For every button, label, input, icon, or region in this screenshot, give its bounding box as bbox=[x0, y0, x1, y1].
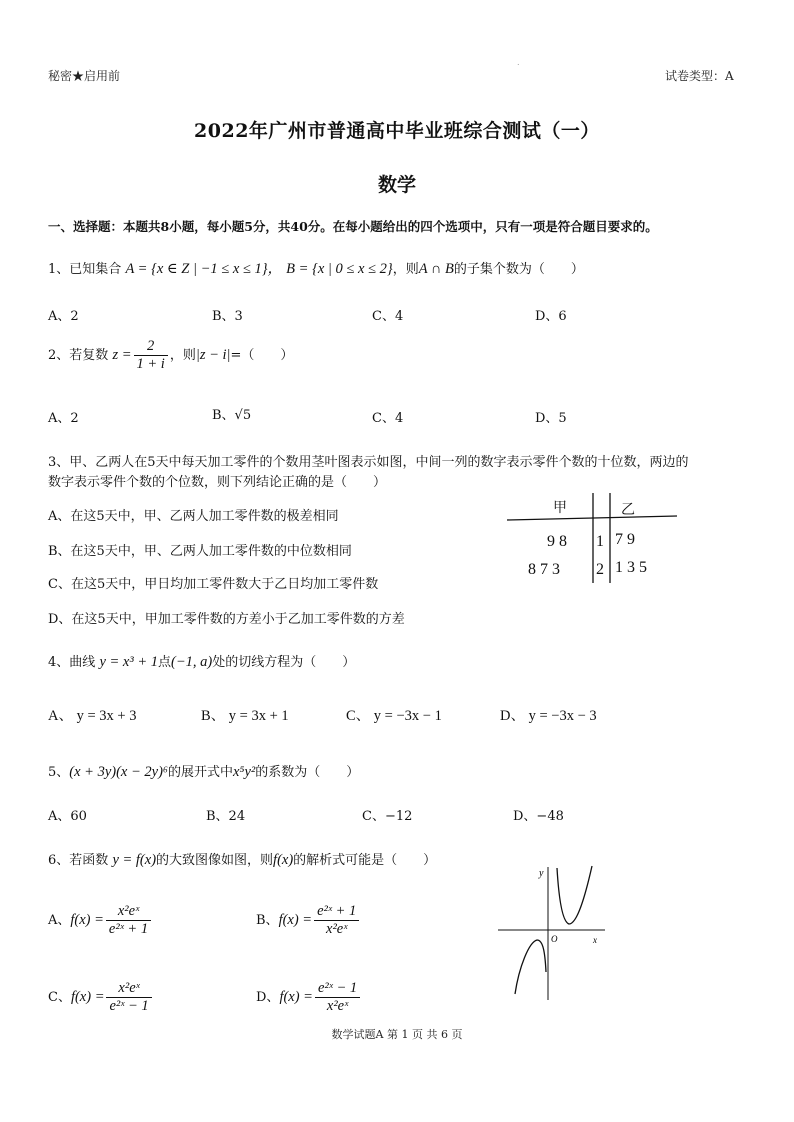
q2-option-b: B、√5 bbox=[212, 408, 252, 423]
q5-option-c: C、−12 bbox=[362, 809, 413, 824]
stem-right-label: 乙 bbox=[621, 503, 635, 518]
question-6: 6、若函数 y = f(x)的大致图像如图，则f(x)的解析式可能是（ ） bbox=[48, 852, 437, 868]
q6-a-fraction: $\frac{\text{x²eˣ}}{\text{e²ˣ + 1}}$ bbox=[106, 903, 151, 938]
confidential-label: 秘密★启用前 bbox=[48, 69, 121, 83]
q6-option-b: B、f(x) = $\frac{\text{e²ˣ + 1}}{\text{x²eˣ}}$ bbox=[256, 903, 361, 938]
stem-leaf-header-line bbox=[507, 516, 677, 520]
abs-expr: |z − i| bbox=[195, 347, 231, 363]
set-a: A = {x ∈ Z | −1 ≤ x ≤ 1}， bbox=[125, 261, 283, 277]
subject-title: 数学 bbox=[377, 174, 416, 196]
q6-option-d: D、f(x) = $\frac{\text{e²ˣ − 1}}{\text{x²eˣ}}$ bbox=[256, 980, 362, 1015]
stem-row2-stem: 2 bbox=[596, 561, 604, 578]
q4-option-b: B、 y = 3x + 1 bbox=[201, 708, 289, 724]
curve-expr: y = x³ + 1 bbox=[99, 654, 158, 670]
q3-option-c: C、在这5天中，甲日均加工零件数大于乙日均加工零件数 bbox=[48, 577, 379, 592]
q1-option-d: D、6 bbox=[535, 309, 567, 324]
q1-option-a: A、2 bbox=[48, 309, 79, 324]
q2-option-a: A、2 bbox=[48, 411, 79, 426]
exam-title: 2022年广州市普通高中毕业班综合测试（一） bbox=[194, 120, 600, 142]
right-branch-curve bbox=[557, 866, 592, 924]
q3-option-d: D、在这5天中，甲加工零件数的方差小于乙加工零件数的方差 bbox=[48, 612, 405, 627]
q3-option-b: B、在这5天中，甲、乙两人加工零件数的中位数相同 bbox=[48, 544, 352, 559]
q3-option-a: A、在这5天中，甲、乙两人加工零件数的极差相同 bbox=[48, 509, 339, 524]
question-5: 5、(x + 3y)(x − 2y)⁶的展开式中x⁵y²的系数为（ ） bbox=[48, 764, 360, 780]
q6-c-fraction: $\frac{\text{x²eˣ}}{\text{e²ˣ − 1}}$ bbox=[106, 980, 151, 1015]
stem-row1-stem: 1 bbox=[596, 533, 604, 550]
page-footer: 数学试题A 第 1 页 共 6 页 bbox=[331, 1028, 463, 1041]
function-expr: y = f(x) bbox=[112, 852, 157, 868]
q1-option-c: C、4 bbox=[372, 309, 404, 324]
q6-option-a: A、f(x) = $\frac{\text{x²eˣ}}{\text{e²ˣ + 1}}$ bbox=[48, 903, 153, 938]
question-1: 1、已知集合 A = {x ∈ Z | −1 ≤ x ≤ 1}， B = {x | 0 ≤ x ≤ 2}，则A ∩ B的子集个数为（ ） bbox=[48, 261, 584, 277]
q5-option-a: A、60 bbox=[48, 809, 87, 824]
intersection-expr: A ∩ B bbox=[418, 261, 454, 277]
q5-option-d: D、−48 bbox=[513, 809, 564, 824]
question-3-line2: 数字表示零件个数的个位数，则下列结论正确的是（ ） bbox=[48, 475, 387, 490]
q5-option-b: B、24 bbox=[206, 809, 246, 824]
question-4: 4、曲线 y = x³ + 1点(−1, a)处的切线方程为（ ） bbox=[48, 654, 356, 670]
function-graph bbox=[495, 862, 610, 1002]
q2-option-c: C、4 bbox=[372, 411, 404, 426]
stem-row2-right: 1 3 5 bbox=[615, 559, 647, 576]
set-b: B = {x | 0 ≤ x ≤ 2} bbox=[286, 261, 393, 277]
scan-dot: . bbox=[517, 58, 520, 67]
q6-b-fraction: $\frac{\text{e²ˣ + 1}}{\text{x²eˣ}}$ bbox=[314, 903, 359, 938]
q2-option-d: D、5 bbox=[535, 411, 567, 426]
y-axis-label: y bbox=[539, 868, 544, 879]
term-expr: x⁵y² bbox=[232, 764, 256, 780]
question-3-line1: 3、甲、乙两人在5天中每天加工零件的个数用茎叶图表示如图，中间一列的数字表示零件个数的十位数，两边的 bbox=[48, 455, 689, 470]
q4-option-d: D、 y = −3x − 3 bbox=[500, 708, 597, 724]
x-axis-label: x bbox=[593, 935, 597, 945]
point-expr: (−1, a) bbox=[171, 654, 213, 670]
q1-option-b: B、3 bbox=[212, 309, 243, 324]
left-branch-curve bbox=[515, 940, 546, 994]
origin-label: O bbox=[551, 934, 558, 944]
q4-option-a: A、 y = 3x + 3 bbox=[48, 708, 137, 724]
q6-d-fraction: $\frac{\text{e²ˣ − 1}}{\text{x²eˣ}}$ bbox=[315, 980, 360, 1015]
q4-option-c: C、 y = −3x − 1 bbox=[346, 708, 442, 724]
binomial-expr: (x + 3y)(x − 2y)⁶ bbox=[69, 764, 168, 780]
stem-row2-left: 8 7 3 bbox=[528, 561, 560, 578]
paper-type-label: 试卷类型：A bbox=[665, 69, 734, 83]
section-heading: 一、选择题：本题共8小题，每小题5分，共40分。在每小题给出的四个选项中，只有一项是符合题目要求的。 bbox=[48, 219, 658, 234]
question-2: 2、若复数 z = $\frac{2}{1 + i}$ ，则|z − i|=（ ） bbox=[48, 338, 294, 372]
stem-left-label: 甲 bbox=[553, 501, 567, 516]
stem-leaf-plot bbox=[505, 493, 685, 588]
stem-row1-left: 9 8 bbox=[547, 533, 567, 550]
stem-row1-right: 7 9 bbox=[615, 531, 635, 548]
function-graph-svg bbox=[495, 862, 610, 1002]
q2-fraction: $\frac{2}{1 + i}$ bbox=[134, 338, 168, 373]
q6-option-c: C、f(x) = $\frac{\text{x²eˣ}}{\text{e²ˣ − 1}}$ bbox=[48, 980, 154, 1015]
